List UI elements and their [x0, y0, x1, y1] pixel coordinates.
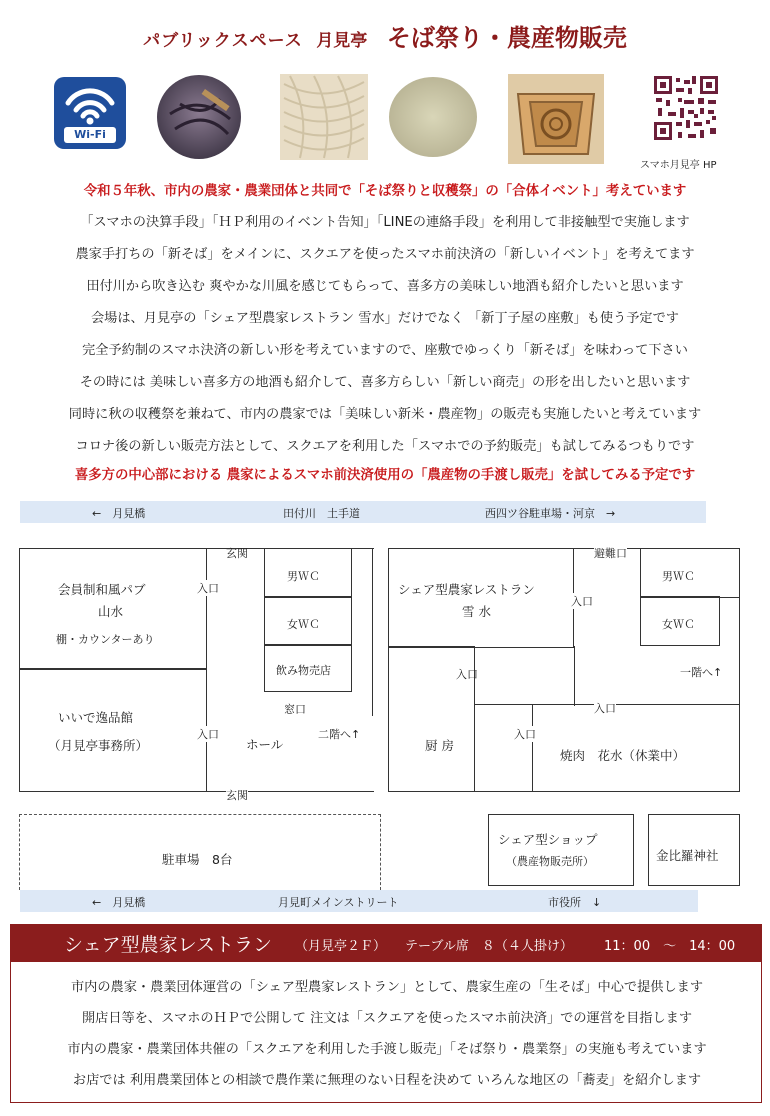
qr-caption: スマホ月見亭 HP — [640, 160, 717, 171]
yakiniku-label: 焼肉 花水（休業中） — [560, 748, 686, 763]
pub-note: 棚・カウンターあり — [56, 633, 155, 646]
wifi-label: Wi-Fi — [64, 127, 116, 143]
entrance-yakiniku: 入口 — [594, 702, 616, 715]
office-name: いいで逸品館 — [58, 710, 134, 725]
page-title — [0, 18, 770, 53]
intro-line-10: 喜多方の中心部における 農家によるスマホ前決済使用の「農産物の手渡し販売」を試してみる予定です — [74, 468, 696, 483]
pub-name: 会員制和風パブ — [58, 582, 146, 597]
shrine-label: 金比羅神社 — [656, 848, 719, 863]
office-note: （月見亭事務所） — [48, 738, 149, 753]
downstairs-label: 一階へ↑ — [680, 666, 723, 679]
kitchen-label: 厨 房 — [425, 738, 454, 753]
intro-line-9: コロナ後の新しい販売方法として、スクエアを利用した「スマホでの予約販売」も試してみるつもりです — [75, 439, 695, 454]
entrance-inner: 入口 — [456, 668, 478, 681]
banner-name: シェア型農家レストラン — [64, 934, 273, 956]
upstairs-label: 二階へ↑ — [318, 728, 361, 741]
title-part-event: そば祭り・農産物販売 — [386, 24, 627, 52]
pub-name-2: 山水 — [98, 604, 124, 619]
masu-box-photo — [508, 74, 604, 164]
entrance-pub: 入口 — [197, 582, 219, 595]
banner-floor: （月見亭２Ｆ） — [295, 939, 387, 954]
info-line-4: お店では 利用農業団体との相談で農作業に無理のない日程を決めて いろんな地区の「蕎麦」を紹介します — [72, 1073, 702, 1088]
info-line-2: 開店日等を、スマホのＨＰで公開して 注文は「スクエアを使ったスマホ前決済」での運営を目指します — [81, 1011, 693, 1026]
intro-line-8: 同時に秋の収穫祭を兼ねて、市内の農家では「美味しい新米・農産物」の販売も実施したいと考えています — [68, 407, 702, 422]
genkan-top: 玄関 — [226, 547, 248, 560]
restaurant-name-2: 雪 水 — [462, 604, 491, 619]
noodles-photo — [280, 74, 368, 160]
share-shop — [488, 814, 634, 886]
intro-line-1: 令和５年秋、市内の農家・農業団体と共同で「そば祭りと収穫祭」の「合体イベント」考えています — [83, 184, 687, 199]
intro-line-3: 農家手打ちの「新そば」をメインに、スクエアを使ったスマホ前決済の「新しいイベント」を考えてます — [75, 247, 695, 262]
bottom-street-bar — [20, 890, 698, 912]
entrance-office: 入口 — [197, 728, 219, 741]
wc-women-left-label: 女ＷＣ — [287, 618, 320, 631]
wifi-icon — [54, 77, 126, 149]
entrance-restaurant: 入口 — [571, 595, 593, 608]
share-shop-label: シェア型ショップ — [498, 832, 598, 847]
intro-line-2: 「スマホの決算手段」「ＨＰ利用のイベント告知」「LINEの連絡手段」を利用して非接触型で実施します — [80, 215, 690, 230]
restaurant-info — [10, 962, 762, 1103]
top-street-center: 田付川 土手道 — [283, 507, 360, 520]
qr-code — [654, 76, 718, 140]
wc-men-left-label: 男ＷＣ — [287, 570, 320, 583]
flour-photo — [385, 74, 481, 160]
info-line-3: 市内の農家・農業団体共催の「スクエアを利用した手渡し販売」「そば祭り・農業祭」の実施も考えています — [67, 1042, 707, 1057]
wc-men-right-label: 男ＷＣ — [662, 570, 695, 583]
intro-line-6: 完全予約制のスマホ決済の新しい形を考えていますので、座敷でゆっくり「新そば」を味わって下さい — [82, 343, 688, 358]
hall-label: ホール — [246, 737, 284, 752]
office-room — [19, 668, 207, 792]
bottom-street-left: ← 月見橋 — [92, 896, 146, 909]
intro-line-4: 田付川から吹き込む 爽やかな川風を感じてもらって、喜多方の美味しい地酒も紹介したいと思います — [86, 279, 684, 294]
wc-women-right-label: 女ＷＣ — [662, 618, 695, 631]
emergency-exit: 避難口 — [594, 547, 627, 560]
title-part-public-space: パブリックスペース — [143, 31, 303, 51]
bottom-street-center: 月見町メインストリート — [278, 896, 399, 909]
restaurant-banner — [10, 924, 762, 962]
info-line-1: 市内の農家・農業団体運営の「シェア型農家レストラン」として、農家生産の「生そば」中心で提供します — [70, 980, 704, 995]
top-street-right: 西四ツ谷駐車場・河京 → — [485, 507, 616, 520]
title-part-tsukimitei: 月見亭 — [316, 31, 368, 51]
banner-hours: 11：00 ～ 14：00 — [604, 939, 736, 954]
share-shop-note: （農産物販売所） — [506, 855, 594, 868]
intro-line-5: 会場は、月見亭の「シェア型農家レストラン 雪水」だけでなく 「新丁子屋の座敷」も使う予定です — [91, 311, 679, 326]
top-street-bar — [20, 501, 706, 523]
banner-seats: テーブル席 ８（４人掛け） — [405, 939, 573, 954]
bottom-street-right: 市役所 ↓ — [548, 896, 602, 909]
restaurant-name: シェア型農家レストラン — [398, 582, 535, 597]
entrance-kitchen: 入口 — [514, 728, 536, 741]
buckwheat-photo — [150, 74, 248, 160]
drink-shop-label: 飲み物売店 — [276, 664, 331, 677]
genkan-bottom: 玄関 — [226, 789, 248, 802]
parking-label: 駐車場 8台 — [162, 852, 233, 867]
intro-line-7: その時には 美味しい喜多方の地酒も紹介して、喜多方らしい「新しい商売」の形を出したいと思います — [79, 375, 691, 390]
window-label: 窓口 — [284, 703, 306, 716]
top-street-left: ← 月見橋 — [92, 507, 146, 520]
restaurant-room — [388, 548, 574, 648]
floor-map — [0, 540, 770, 810]
image-row — [0, 72, 770, 172]
